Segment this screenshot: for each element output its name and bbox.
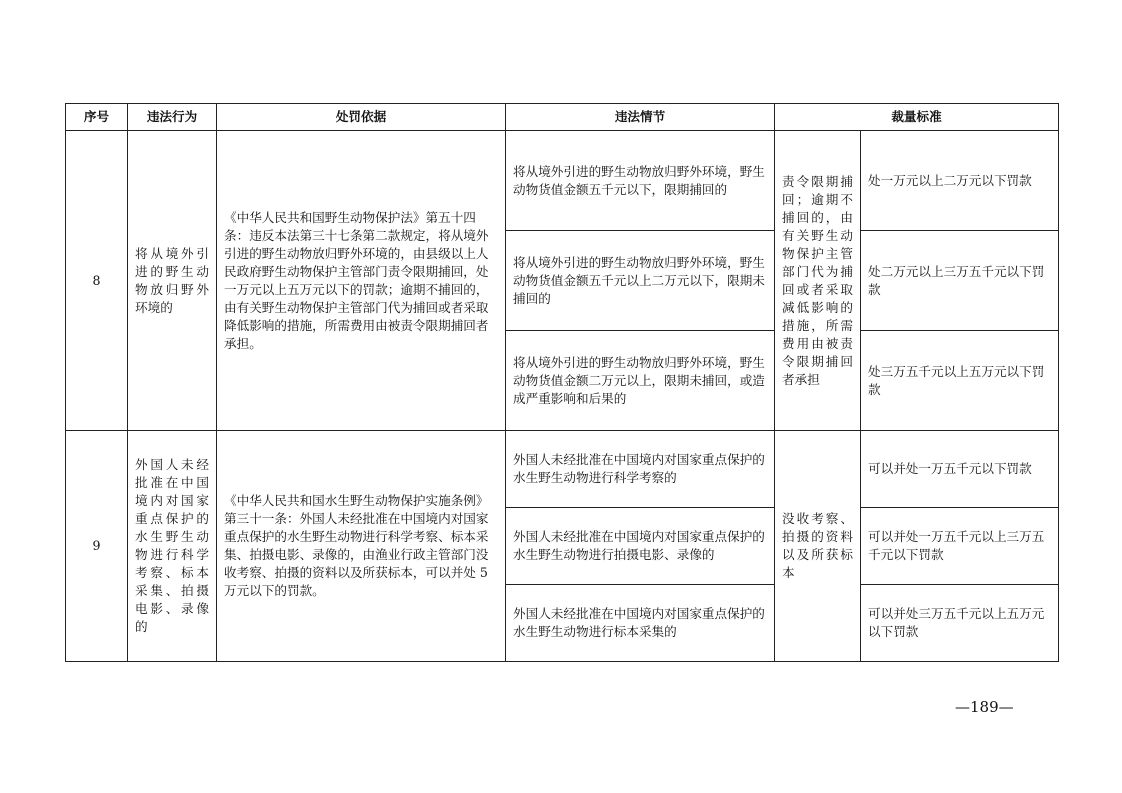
- penalty-basis: 《中华人民共和国野生动物保护法》第五十四条：违反本法第三十七条第二款规定，将从境外引进的野生动物放归野外环境的，由县级以上人民政府野生动物保护主管部门责令限期捕回，处一万元以上五万元以下的罚款；逾期不捕回的，由有关野生动物保护主管部门代为捕回或者采取降低影响的措施，所需费用由被责令限期捕回者承担。: [217, 131, 506, 431]
- measure: 责令限期捕回；逾期不捕回的，由有关野生动物保护主管部门代为捕回或者采取减低影响的措施，所需费用由被责令限期捕回者承担: [775, 131, 861, 431]
- table-row: [66, 431, 1059, 508]
- header-basis: 处罚依据: [217, 104, 506, 131]
- discretion-standard: 处三万五千元以上五万元以下罚款: [861, 331, 1059, 431]
- row-number: 8: [66, 131, 128, 431]
- page-number: —189—: [955, 698, 1014, 716]
- discretion-standard: 处一万元以上二万元以下罚款: [861, 131, 1059, 231]
- header-row: [66, 104, 1059, 131]
- circumstance: 外国人未经批准在中国境内对国家重点保护的水生野生动物进行标本采集的: [506, 585, 775, 662]
- circumstance: 外国人未经批准在中国境内对国家重点保护的水生野生动物进行拍摄电影、录像的: [506, 508, 775, 585]
- discretion-standard: 处二万元以上三万五千元以下罚款: [861, 231, 1059, 331]
- circumstance: 外国人未经批准在中国境内对国家重点保护的水生野生动物进行科学考察的: [506, 431, 775, 508]
- header-act: 违法行为: [128, 104, 217, 131]
- measure: 没收考察、拍摄的资料以及所获标本: [775, 431, 861, 662]
- penalty-discretion-table: [65, 103, 1059, 662]
- header-circumstance: 违法情节: [506, 104, 775, 131]
- circumstance: 将从境外引进的野生动物放归野外环境，野生动物货值金额五千元以下，限期捕回的: [506, 131, 775, 231]
- circumstance: 将从境外引进的野生动物放归野外环境，野生动物货值金额五千元以上二万元以下，限期未捕回的: [506, 231, 775, 331]
- row-number: 9: [66, 431, 128, 662]
- circumstance: 将从境外引进的野生动物放归野外环境，野生动物货值金额二万元以上，限期未捕回，或造成严重影响和后果的: [506, 331, 775, 431]
- table-row: [66, 131, 1059, 231]
- discretion-standard: 可以并处一万五千元以下罚款: [861, 431, 1059, 508]
- header-standard: 裁量标准: [775, 104, 1059, 131]
- discretion-standard: 可以并处三万五千元以上五万元以下罚款: [861, 585, 1059, 662]
- violation-act: 外国人未经批准在中国境内对国家重点保护的水生野生动物进行科学考察、标本采集、拍摄电影、录像的: [128, 431, 217, 662]
- violation-act: 将从境外引进的野生动物放归野外环境的: [128, 131, 217, 431]
- header-no: 序号: [66, 104, 128, 131]
- penalty-basis: 《中华人民共和国水生野生动物保护实施条例》第三十一条：外国人未经批准在中国境内对国家重点保护的水生野生动物进行科学考察、标本采集、拍摄电影、录像的，由渔业行政主管部门没收考察、拍摄的资料以及所获标本，可以并处 5 万元以下的罚款。: [217, 431, 506, 662]
- discretion-standard: 可以并处一万五千元以上三万五千元以下罚款: [861, 508, 1059, 585]
